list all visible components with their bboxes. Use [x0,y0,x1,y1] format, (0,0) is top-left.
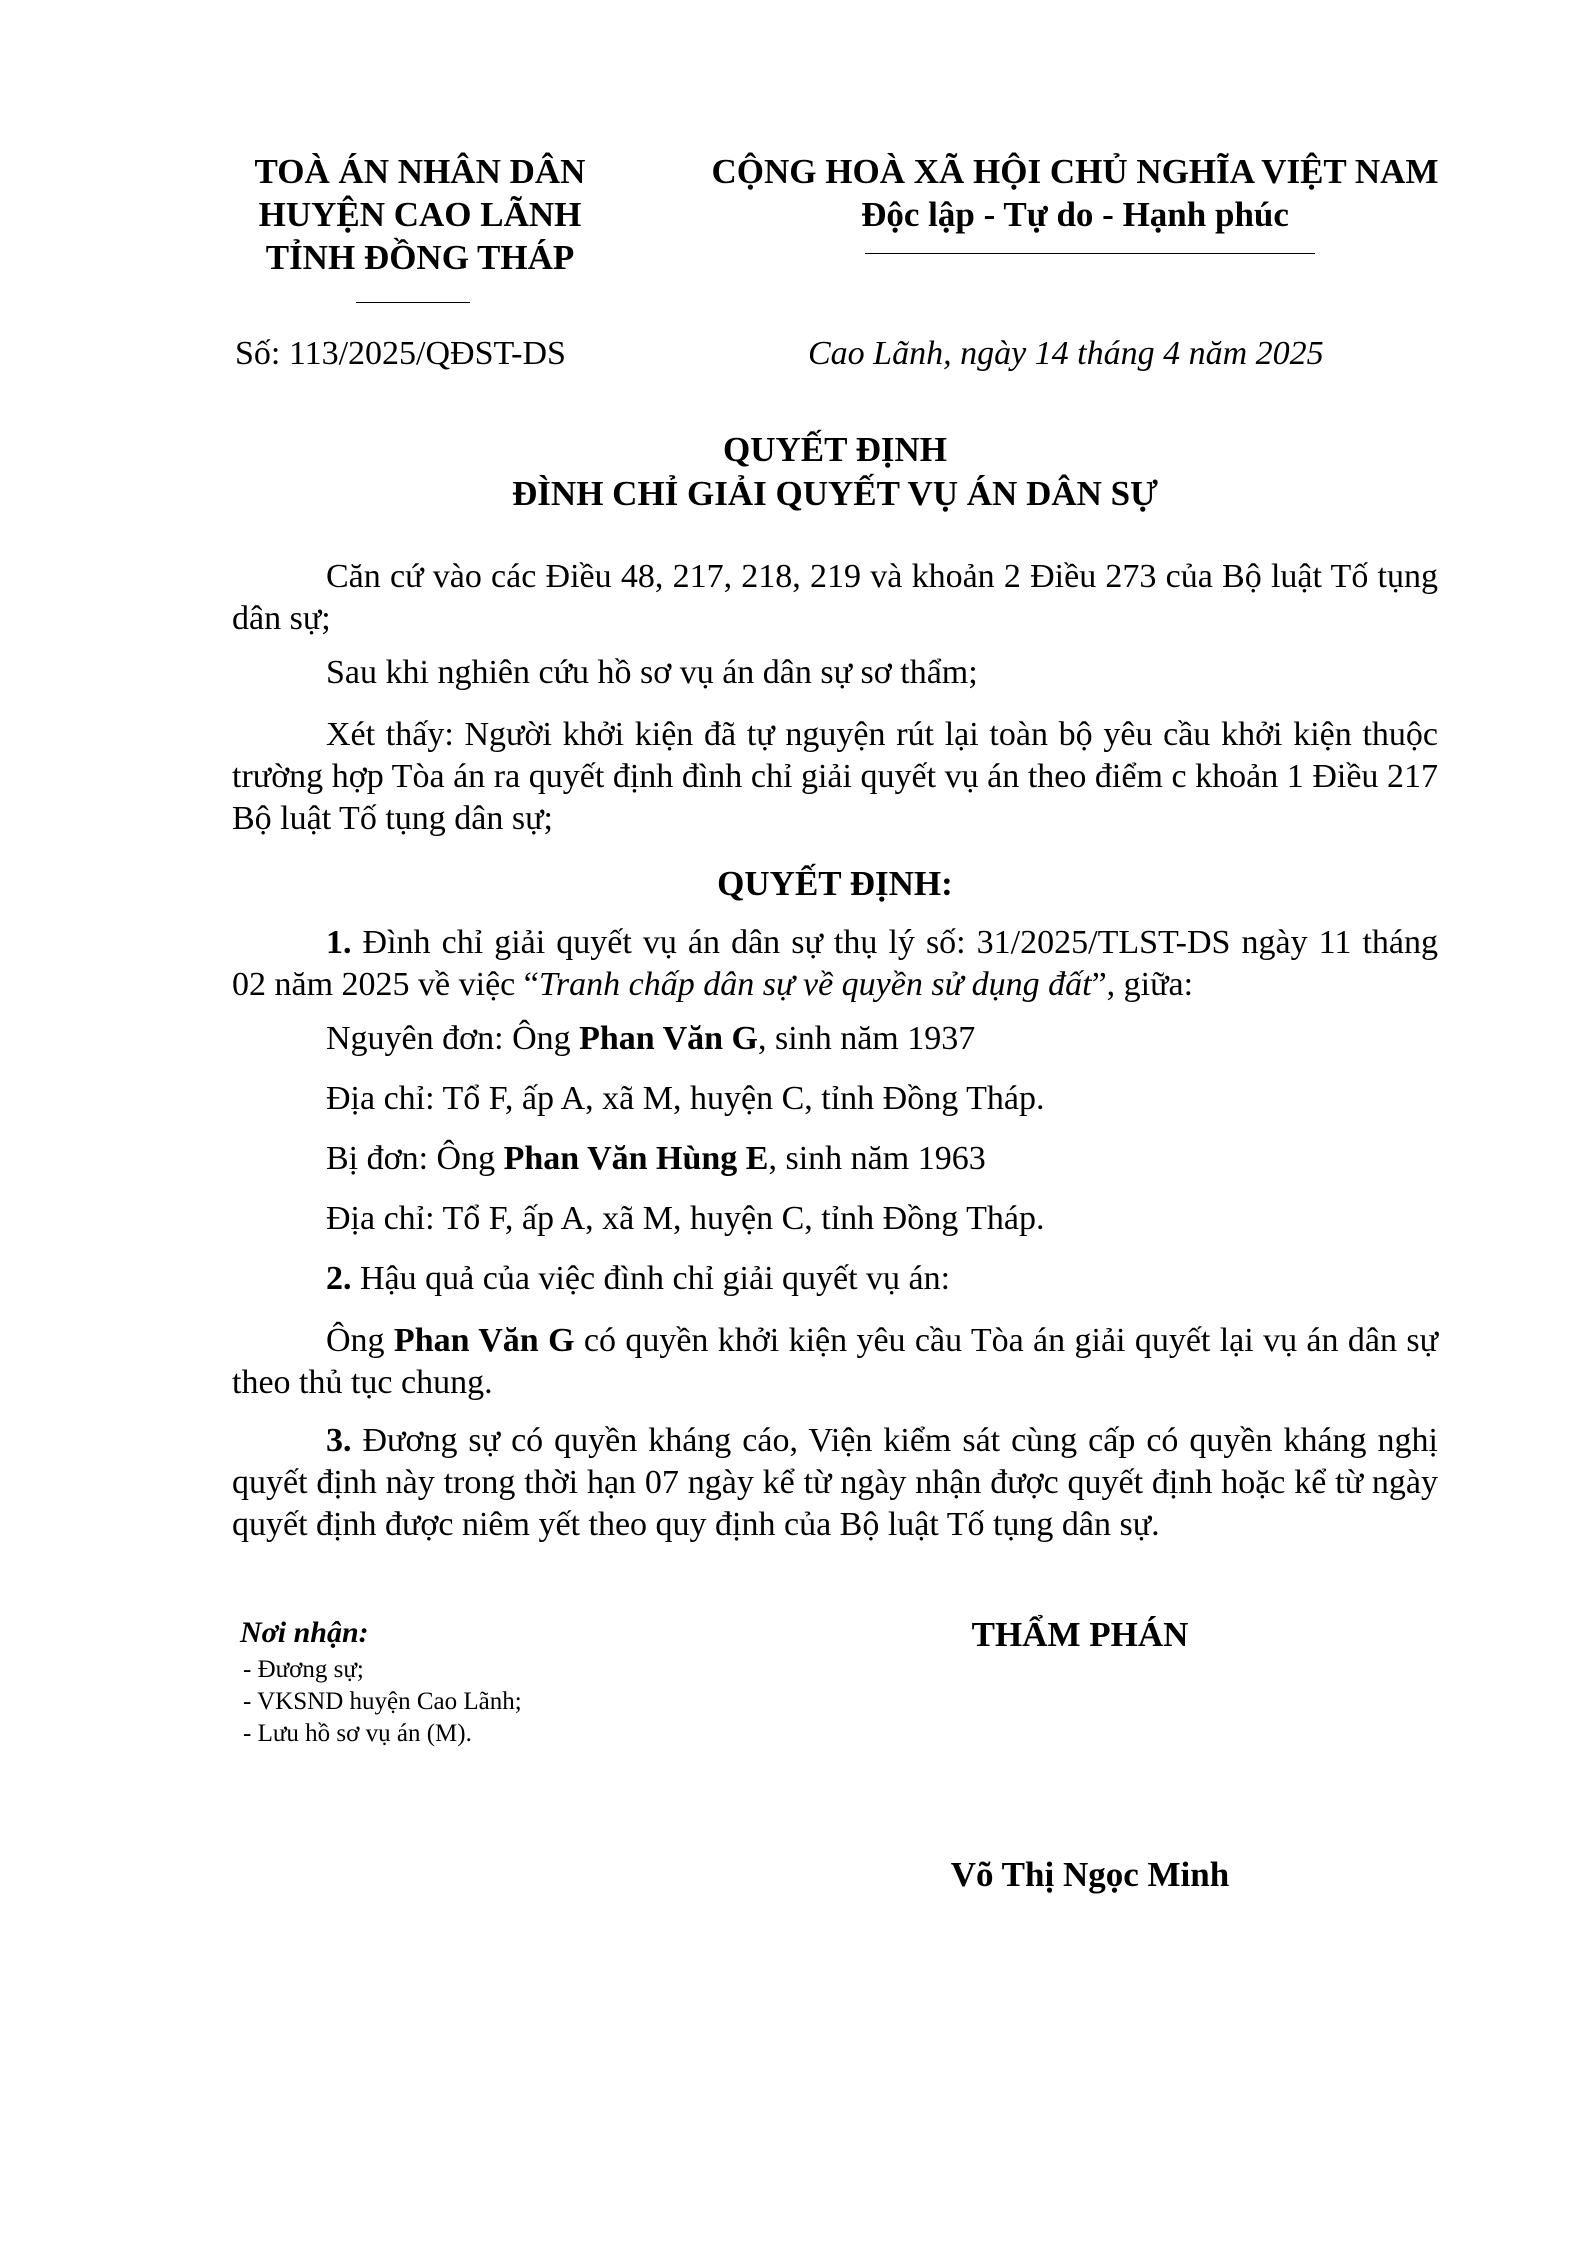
plaintiff-suffix: , sinh năm 1937 [758,1020,976,1057]
motto-divider [865,253,1315,254]
recipient-item: - Lưu hồ sơ vụ án (M). [243,1720,472,1747]
defendant-suffix: , sinh năm 1963 [768,1140,986,1177]
item-1-text-before: Đình chỉ giải quyết vụ án dân sự thụ lý số: 31/2025/TLST-DS ngày 11 tháng 02 năm 2025 về việc “ [232,924,1438,1003]
decision-item-3 [232,1420,1438,1546]
item-2-paragraph [232,1320,1438,1404]
item-1-number: 1. [326,924,352,961]
basis-paragraph-3: Xét thấy: Người khởi kiện đã tự nguyện rút lại toàn bộ yêu cầu khởi kiện thuộc trường hợp Tòa án ra quyết định đình chỉ giải quyết vụ án theo điểm c khoản 1 Điều 217 Bộ luật Tố tụng dân sự; [232,716,1438,837]
item-2-number: 2. [326,1260,352,1297]
defendant-line [326,1140,986,1178]
document-title [232,428,1438,516]
title-line2: ĐÌNH CHỈ GIẢI QUYẾT VỤ ÁN DÂN SỰ [512,474,1158,513]
decision-item-1 [232,922,1438,1006]
court-name-block [180,150,660,279]
plaintiff-line [326,1020,975,1058]
title-line1: QUYẾT ĐỊNH [723,430,947,469]
recipient-item: - Đương sự; [243,1656,364,1683]
decision-item-2 [326,1260,950,1298]
plaintiff-label: Nguyên đơn: Ông [326,1020,580,1057]
defendant-label: Bị đơn: Ông [326,1140,504,1177]
item-3-text: Đương sự có quyền kháng cáo, Viện kiểm sát cùng cấp có quyền kháng nghị quyết định này trong thời hạn 07 ngày kể từ ngày nhận được quyết định hoặc kể từ ngày quyết định được niêm yết theo quy định của Bộ luật Tố tụng dân sự. [232,1422,1438,1543]
recipients-title: Nơi nhận: [240,1616,369,1649]
court-name-line3: TỈNH ĐỒNG THÁP [265,238,575,277]
plaintiff-name: Phan Văn G [579,1020,759,1057]
court-name-line2: HUYỆN CAO LÃNH [258,195,582,234]
court-name-divider [356,302,470,303]
decision-heading: QUYẾT ĐỊNH: [717,864,953,903]
item-2-prefix: Ông [326,1322,394,1359]
item-1-text-after: ”, giữa: [1091,966,1194,1003]
national-motto-block [690,150,1460,236]
court-name-line1: TOÀ ÁN NHÂN DÂN [254,152,586,191]
item-2-name: Phan Văn G [393,1322,575,1359]
basis-paragraph-1: Căn cứ vào các Điều 48, 217, 218, 219 và khoản 2 Điều 273 của Bộ luật Tố tụng dân sự; [232,558,1438,637]
defendant-name: Phan Văn Hùng E [503,1140,769,1177]
plaintiff-address: Địa chỉ: Tổ F, ấp A, xã M, huyện C, tỉnh Đồng Tháp. [326,1080,1045,1117]
country-name: CỘNG HOÀ XÃ HỘI CHỦ NGHĨA VIỆT NAM [711,152,1439,191]
item-2-paragraph-text: có quyền khởi kiện yêu cầu Tòa án giải quyết lại vụ án dân sự theo thủ tục chung. [232,1322,1438,1401]
document-number: Số: 113/2025/QĐST-DS [235,335,566,372]
recipient-item: - VKSND huyện Cao Lãnh; [243,1688,522,1715]
defendant-address: Địa chỉ: Tổ F, ấp A, xã M, huyện C, tỉnh Đồng Tháp. [326,1200,1045,1237]
case-title: Tranh chấp dân sự về quyền sử dụng đất [538,966,1092,1003]
item-2-text: Hậu quả của việc đình chỉ giải quyết vụ án: [351,1260,951,1297]
motto: Độc lập - Tự do - Hạnh phúc [861,195,1289,234]
item-3-number: 3. [326,1422,352,1459]
signature-title: THẨM PHÁN [971,1615,1189,1654]
basis-paragraph-2: Sau khi nghiên cứu hồ sơ vụ án dân sự sơ thẩm; [326,654,978,691]
signer-name: Võ Thị Ngọc Minh [950,1855,1230,1894]
place-date: Cao Lãnh, ngày 14 tháng 4 năm 2025 [808,335,1324,372]
